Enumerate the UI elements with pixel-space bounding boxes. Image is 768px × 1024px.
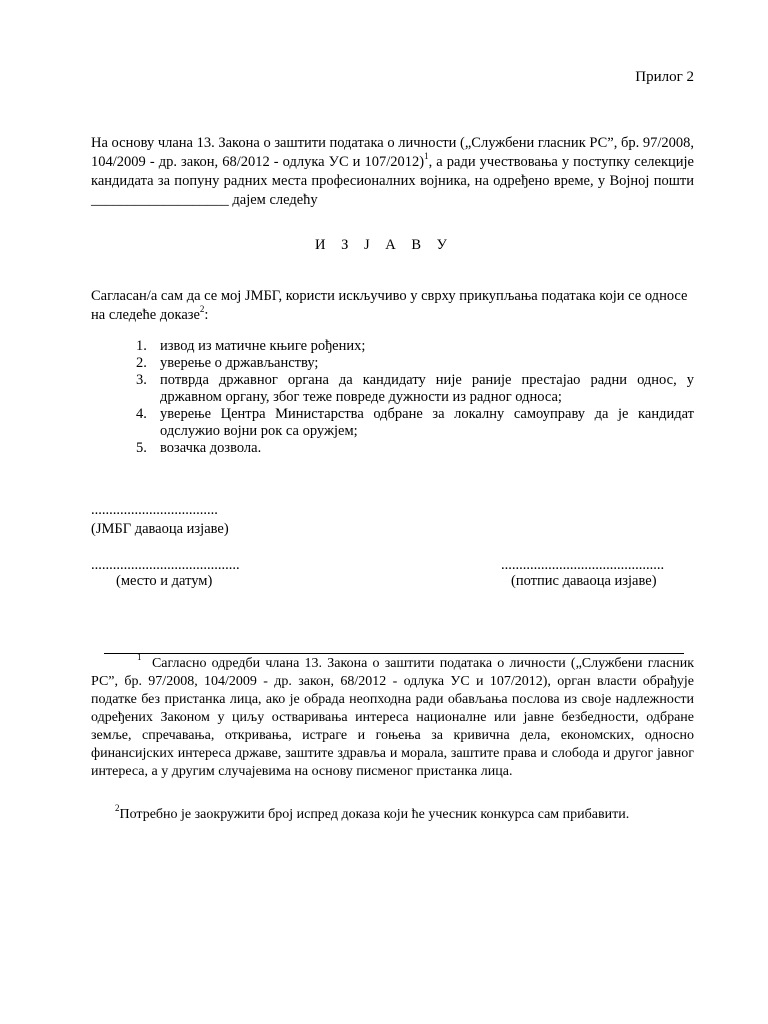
list-item xyxy=(136,406,694,440)
list-item-text: извод из матичне књиге рођених; xyxy=(160,338,366,354)
list-item-text: уверење о држављанству; xyxy=(160,355,319,371)
annex-label: Прилог 2 xyxy=(635,69,694,85)
signature-line: ............................................. xyxy=(501,557,665,573)
footnote-ref-2: 2 xyxy=(199,304,205,315)
list-item-text: уверење Центра Министарства одбране за локалну самоуправу да је кандидат одслужио војни рок са оружјем; xyxy=(160,406,694,439)
signature-label: (потпис даваоца изјаве) xyxy=(511,573,657,589)
list-item-text: возачка дозвола. xyxy=(160,440,262,456)
jmbg-label: (ЈМБГ даваоца изјаве) xyxy=(91,521,229,537)
list-item-number: 4. xyxy=(136,406,147,422)
place-date-line: ......................................... xyxy=(91,557,240,573)
list-item-number: 5. xyxy=(136,440,147,456)
intro-paragraph xyxy=(91,134,694,210)
document-title: И З Ј А В У xyxy=(315,237,453,253)
footnote-2 xyxy=(115,803,715,824)
footnote-1 xyxy=(91,652,695,781)
footnote-separator xyxy=(104,653,684,654)
footnote-1-text: Сагласно одредби члана 13. Закона о заштити података о личности („Службени гласник РС”, бр. 97/2008, 104/2009 - др. закон, 68/2012 - одлука УС и 107/2012), орган власти обрађује податке без пристанка лица, ако је обрада неопходна ради обављања послова из своје надлежности одређених Законом у циљу остваривања интереса националне или јавне безбедности, одбране земље, спречавања, откривања, истраге и гоњења за кривична дела, економских, односно финансијских интереса државе, заштите здравља и морала, заштите права и слобода и другог јавног интереса, а у другим случајевима на основу писменог пристанка лица. xyxy=(91,656,695,779)
list-item-number: 2. xyxy=(136,355,147,371)
consent-tail: : xyxy=(204,307,209,323)
jmbg-signature-line: ................................... xyxy=(91,502,218,518)
place-date-label: (место и датум) xyxy=(116,573,213,589)
documents-list xyxy=(136,338,694,457)
list-item xyxy=(136,355,694,372)
list-item xyxy=(136,372,694,406)
footnote-1-mark: 1 xyxy=(137,652,142,663)
intro-text-part1: На основу члана 13. Закона о заштити података о личности („Службени гласник РС”, бр. 97/2008, 104/2009 - др. закон, 68/2012 - одлука УС и 107/2012) xyxy=(91,135,694,170)
list-item-text: потврда државног органа да кандидату није раније престајао радни однос, у државном органу, због теже повреде дужности из радног односа; xyxy=(160,372,694,405)
list-item xyxy=(136,440,694,457)
list-item-number: 1. xyxy=(136,338,147,354)
footnote-ref-1: 1 xyxy=(424,151,429,162)
list-item-number: 3. xyxy=(136,372,147,388)
footnote-2-mark: 2 xyxy=(115,803,120,814)
footnote-2-text: Потребно је заокружити број испред доказа који ће учесник конкурса сам прибавити. xyxy=(119,807,630,822)
intro-text-part2: , а ради учествовања у поступку селекције кандидата за попуну радних места професионалних војника, на одређено време, у Војној пошти ___________________ дајем следећу xyxy=(91,154,694,208)
consent-text: Сагласан/а сам да се мој ЈМБГ, користи искључиво у сврху прикупљања података који се односе на следеће доказе xyxy=(91,288,688,323)
consent-paragraph xyxy=(91,287,694,325)
list-item xyxy=(136,338,694,355)
